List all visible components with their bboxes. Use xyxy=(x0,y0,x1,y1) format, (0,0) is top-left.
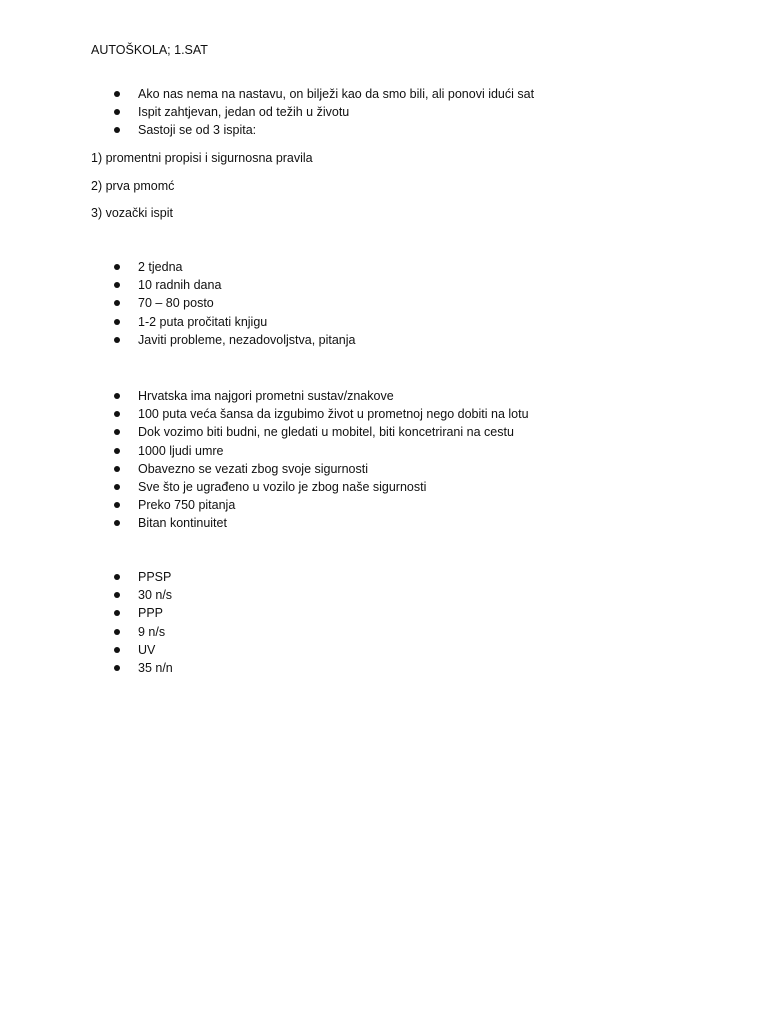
list-item-text: Ispit zahtjevan, jedan od težih u životu xyxy=(138,105,350,120)
list-item-text: Ako nas nema na nastavu, on bilježi kao da smo bili, ali ponovi idući sat xyxy=(138,87,535,101)
list-item-text: Javiti probleme, nezadovoljstva, pitanja xyxy=(138,332,356,347)
bullet-icon xyxy=(114,300,120,306)
bullet-icon xyxy=(114,647,120,653)
list-item xyxy=(114,121,534,139)
bullet-icon xyxy=(114,629,120,635)
list-item-text: PPSP xyxy=(138,570,172,584)
exam-part-1: 1) promentni propisi i sigurnosna pravila xyxy=(91,151,313,165)
bullet-icon xyxy=(114,319,120,325)
bullet-icon xyxy=(114,466,120,472)
bullet-icon xyxy=(114,264,120,270)
course-bullet-list xyxy=(114,258,355,349)
list-item-text: 1000 ljudi umre xyxy=(138,443,224,458)
list-item-text: Hrvatska ima najgori prometni sustav/znakove xyxy=(138,389,394,403)
bullet-icon xyxy=(114,502,120,508)
list-item xyxy=(114,604,173,622)
list-item xyxy=(114,294,355,312)
list-item-text: Sastoji se od 3 ispita: xyxy=(138,123,257,138)
exam-part-2: 2) prva pmomć xyxy=(91,179,175,193)
list-item xyxy=(114,641,173,659)
bullet-icon xyxy=(114,337,120,343)
bullet-icon xyxy=(114,411,120,417)
list-item-text: Obavezno se vezati zbog svoje sigurnosti xyxy=(138,461,368,476)
list-item xyxy=(114,568,173,586)
bullet-icon xyxy=(114,484,120,490)
bullet-icon xyxy=(114,610,120,616)
list-item-text: 70 – 80 posto xyxy=(138,296,214,311)
document-title: AUTOŠKOLA; 1.SAT xyxy=(91,43,208,57)
list-item-text: 100 puta veća šansa da izgubimo život u prometnoj nego dobiti na lotu xyxy=(138,407,529,422)
list-item xyxy=(114,423,529,441)
list-item xyxy=(114,85,534,103)
list-item xyxy=(114,313,355,331)
bullet-icon xyxy=(114,574,120,580)
list-item-text: 9 n/s xyxy=(138,624,166,639)
hours-bullet-list xyxy=(114,568,173,677)
bullet-icon xyxy=(114,127,120,133)
list-item-text: 35 n/n xyxy=(138,660,173,675)
list-item xyxy=(114,659,173,677)
exam-part-3: 3) vozački ispit xyxy=(91,206,173,220)
list-item xyxy=(114,387,529,405)
list-item-text: 2 tjedna xyxy=(138,260,183,274)
list-item xyxy=(114,623,173,641)
bullet-icon xyxy=(114,91,120,97)
list-item xyxy=(114,258,355,276)
list-item xyxy=(114,586,173,604)
bullet-icon xyxy=(114,393,120,399)
bullet-icon xyxy=(114,429,120,435)
list-item xyxy=(114,331,355,349)
bullet-icon xyxy=(114,109,120,115)
bullet-icon xyxy=(114,665,120,671)
list-item-text: 30 n/s xyxy=(138,588,173,603)
bullet-icon xyxy=(114,520,120,526)
list-item-text: 1-2 puta pročitati knjigu xyxy=(138,314,268,329)
list-item-text: Bitan kontinuitet xyxy=(138,516,227,531)
list-item xyxy=(114,405,529,423)
list-item-text: 10 radnih dana xyxy=(138,278,222,293)
list-item-text: PPP xyxy=(138,606,164,621)
list-item-text: Sve što je ugrađeno u vozilo je zbog naše sigurnosti xyxy=(138,479,427,494)
list-item-text: Preko 750 pitanja xyxy=(138,498,236,513)
bullet-icon xyxy=(114,282,120,288)
bullet-icon xyxy=(114,448,120,454)
safety-bullet-list xyxy=(114,387,529,533)
list-item xyxy=(114,442,529,460)
bullet-icon xyxy=(114,592,120,598)
list-item xyxy=(114,514,529,532)
list-item xyxy=(114,478,529,496)
list-item-text: Dok vozimo biti budni, ne gledati u mobitel, biti koncetrirani na cestu xyxy=(138,425,514,440)
list-item-text: UV xyxy=(138,642,156,657)
intro-bullet-list xyxy=(114,85,534,140)
list-item xyxy=(114,276,355,294)
list-item xyxy=(114,103,534,121)
list-item xyxy=(114,496,529,514)
list-item xyxy=(114,460,529,478)
